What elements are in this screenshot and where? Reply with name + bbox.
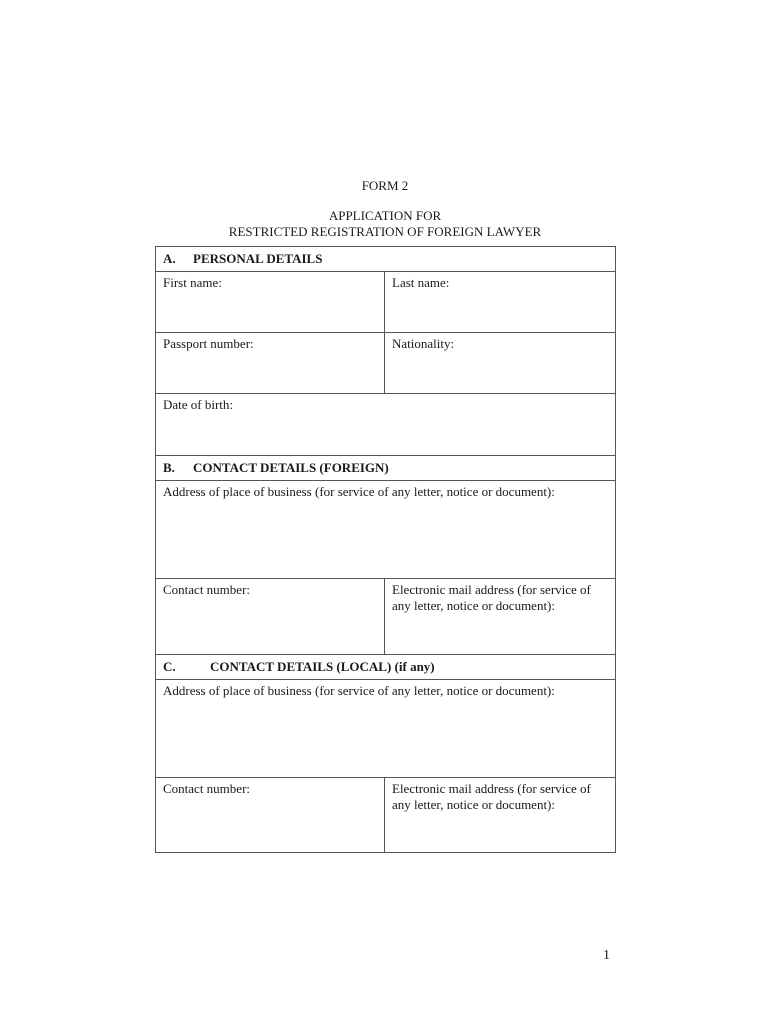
section-a-heading: PERSONAL DETAILS xyxy=(193,251,323,266)
local-email-field[interactable] xyxy=(385,778,616,853)
dob-row xyxy=(156,394,616,456)
local-address-label: Address of place of business (for service of any letter, notice or document): xyxy=(163,683,555,698)
local-contact-number-field[interactable] xyxy=(156,778,385,853)
foreign-email-field[interactable] xyxy=(385,579,616,655)
passport-number-field[interactable] xyxy=(156,333,385,394)
foreign-email-label: Electronic mail address (for service of any letter, notice or document): xyxy=(392,582,591,613)
foreign-address-row xyxy=(156,481,616,579)
section-c-heading: CONTACT DETAILS (LOCAL) (if any) xyxy=(210,659,435,674)
local-contact-row xyxy=(156,778,616,853)
last-name-field[interactable] xyxy=(385,272,616,333)
local-address-field[interactable] xyxy=(156,680,616,778)
foreign-contact-row xyxy=(156,579,616,655)
foreign-address-label: Address of place of business (for service of any letter, notice or document): xyxy=(163,484,555,499)
section-c-header xyxy=(156,655,616,680)
application-form-table xyxy=(155,246,616,853)
section-b-heading: CONTACT DETAILS (FOREIGN) xyxy=(193,460,389,475)
section-b-letter: B. xyxy=(163,460,175,475)
section-b-header-row xyxy=(156,456,616,481)
nationality-field[interactable] xyxy=(385,333,616,394)
local-contact-number-label: Contact number: xyxy=(163,781,251,796)
last-name-label: Last name: xyxy=(392,275,450,290)
page-number: 1 xyxy=(603,948,610,963)
date-of-birth-field[interactable] xyxy=(156,394,616,456)
foreign-contact-number-field[interactable] xyxy=(156,579,385,655)
date-of-birth-label: Date of birth: xyxy=(163,397,234,412)
form-title-line2: RESTRICTED REGISTRATION OF FOREIGN LAWYER xyxy=(228,224,542,239)
section-c-letter: C. xyxy=(163,659,176,674)
local-email-label: Electronic mail address (for service of any letter, notice or document): xyxy=(392,781,591,812)
first-name-label: First name: xyxy=(163,275,222,290)
form-title-line1: APPLICATION FOR xyxy=(328,208,442,223)
form-number: FORM 2 xyxy=(361,178,409,193)
nationality-label: Nationality: xyxy=(392,336,455,351)
section-a-header xyxy=(156,247,616,272)
section-a-header-row xyxy=(156,247,616,272)
section-c-header-row xyxy=(156,655,616,680)
name-row xyxy=(156,272,616,333)
foreign-contact-number-label: Contact number: xyxy=(163,582,251,597)
passport-row xyxy=(156,333,616,394)
section-a-letter: A. xyxy=(163,251,176,266)
foreign-address-field[interactable] xyxy=(156,481,616,579)
local-address-row xyxy=(156,680,616,778)
section-b-header xyxy=(156,456,616,481)
passport-number-label: Passport number: xyxy=(163,336,254,351)
first-name-field[interactable] xyxy=(156,272,385,333)
